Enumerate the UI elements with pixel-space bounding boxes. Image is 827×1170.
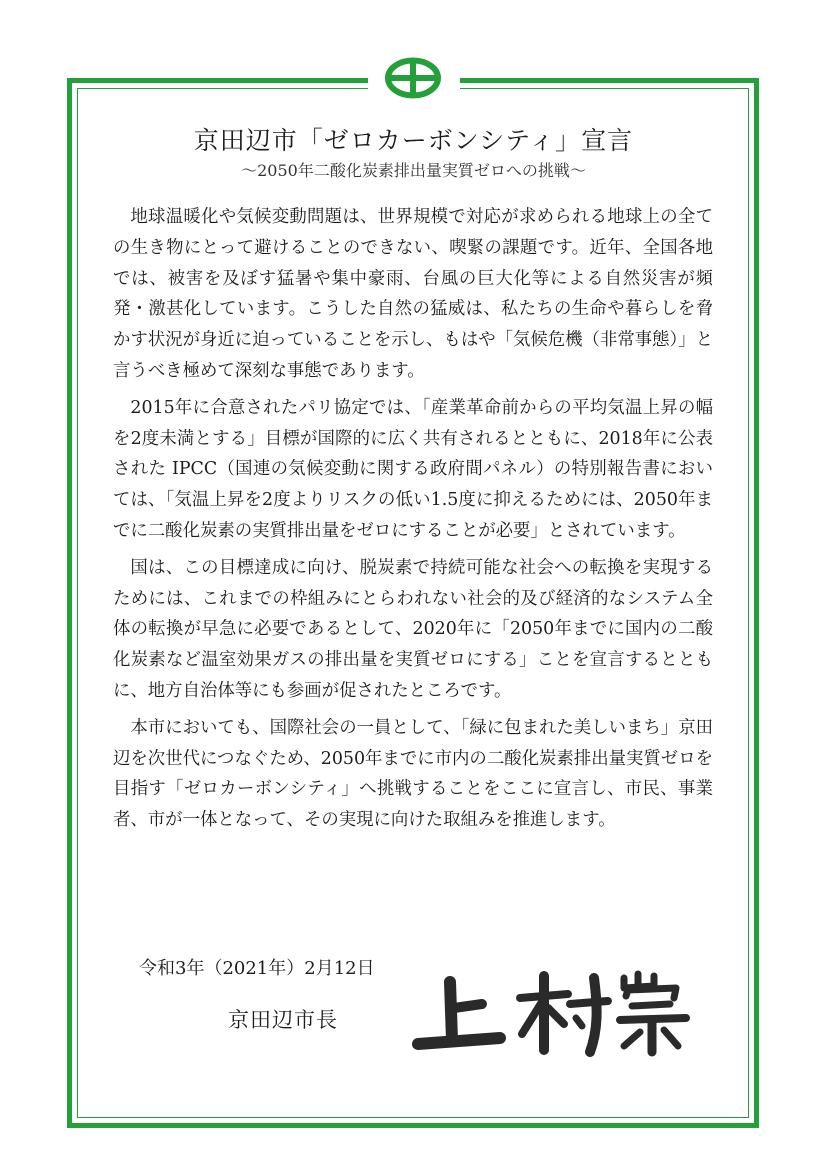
paragraph-1: 地球温暖化や気候変動問題は、世界規模で対応が求められる地球上の全ての生き物にとって避けることのできない、喫緊の課題です。近年、全国各地では、被害を及ぼす猛暑や集中豪雨、台風の巨大化等による自然災害が頻発・激甚化しています。こうした自然の猛威は、私たちの生命や暮らしを脅かす状況が身近に迫っていることを示し、もはや「気候危機（非常事態）」と言うべき極めて深刻な事態であります。 bbox=[113, 207, 713, 381]
paragraph-4: 本市においても、国際社会の一員として、「緑に包まれた美しいまち」京田辺を次世代につなぐため、2050年までに市内の二酸化炭素排出量実質ゼロを目指す「ゼロカーボンシティ」へ挑戦することをここに宣言し、市民、事業者、市が一体となって、その実現に向けた取組みを推進します。 bbox=[113, 717, 713, 831]
paragraph-3: 国は、この目標達成に向け、脱炭素で持続可能な社会への転換を実現するためには、これまでの枠組みにとらわれない社会的及び経済的なシステム全体の転換が早急に必要であるとして、2020年に「2050年までに国内の二酸化炭素など温室効果ガスの排出量を実質ゼロにする」ことを宣言するとともに、地方自治体等にも参画が促されたところです。 bbox=[113, 557, 713, 701]
declaration-title: 京田辺市「ゼロカーボンシティ」宣言 bbox=[193, 126, 634, 155]
mayor-title: 京田辺市長 bbox=[228, 1008, 338, 1032]
paragraph-2: 2015年に合意されたパリ協定では、「産業革命前からの平均気温上昇の幅を2度未満とする」目標が国際的に広く共有されるとともに、2018年に公表された IPCC（国連の気候変動に関する政府間パネル）の特別報告書においては、「気温上昇を2度よりリスクの低い1.5度に抑えるためには、2050年までに二酸化炭素の実質排出量をゼロにすることが必要」とされています。 bbox=[113, 397, 713, 541]
declaration-subtitle: ～2050年二酸化炭素排出量実質ゼロへの挑戦～ bbox=[241, 161, 586, 180]
mayor-signature bbox=[408, 968, 698, 1058]
declaration-date: 令和3年（2021年）2月12日 bbox=[139, 958, 375, 979]
declaration-body bbox=[113, 202, 713, 842]
city-emblem-icon bbox=[384, 57, 442, 99]
